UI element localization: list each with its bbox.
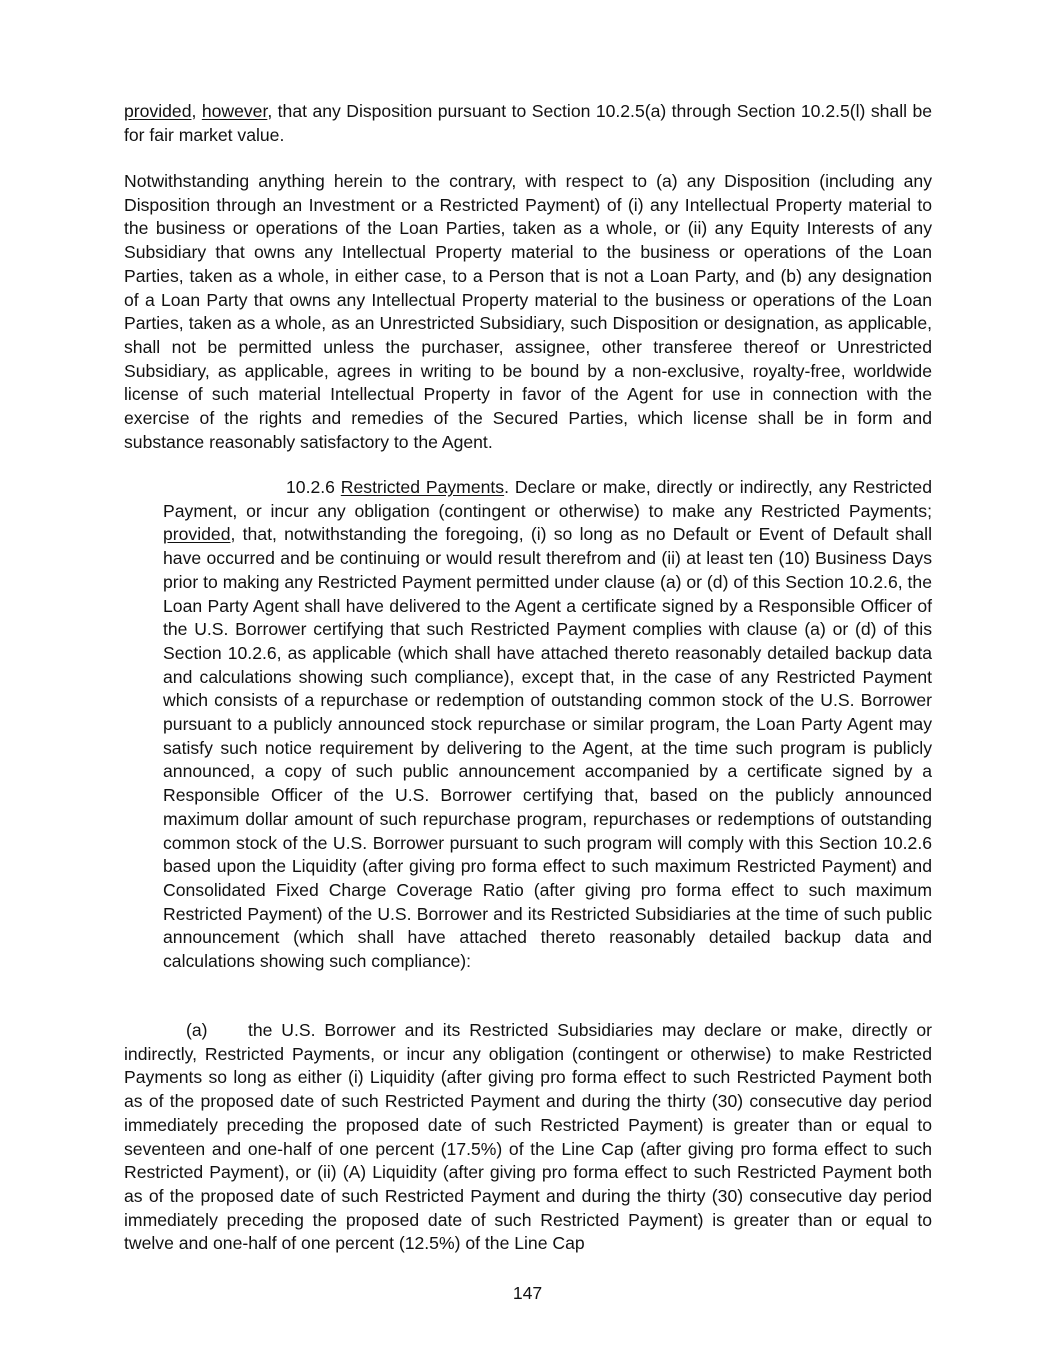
section-provided-term: provided: [163, 524, 231, 545]
proviso-text: , that any Disposition pursuant to Section 10.2.5(a) through Section 10.2.5(l) shall be for fair market value.: [124, 101, 933, 145]
clause-a-paragraph: [124, 1019, 932, 1256]
clause-a-label: (a): [186, 1020, 208, 1040]
section-heading: Restricted Payments: [340, 477, 505, 497]
page-number: 147: [512, 1283, 543, 1303]
section-10-2-6-paragraph: [163, 476, 932, 974]
proviso-paragraph: [124, 100, 932, 147]
section-text-part-2: , that, notwithstanding the foregoing, (i) so long as no Default or Event of Default shall have occurred and be continuing or would result therefrom and (ii) at least ten (10) Business Days prior to making any Restricted Payment permitted under clause (a) or (d) of this Section 10.2.6, the Loan Party Agent shall have delivered to the Agent a certificate signed by a Responsible Officer of the U.S. Borrower certifying that such Restricted Payment complies with clause (a) or (d) of this Section 10.2.6, as applicable (which shall have attached thereto reasonably detailed backup data and calculations showing such compliance), except that, in the case of any Restricted Payment which consists of a repurchase or redemption of outstanding common stock of the U.S. Borrower pursuant to a publicly announced stock repurchase or similar program, the Loan Party Agent may satisfy such notice requirement by delivering to the Agent, at the time such program is publicly announced, a copy of such public announcement accompanied by a certificate signed by a Responsible Officer of the U.S. Borrower certifying that, based on the publicly announced maximum dollar amount of such repurchase program, repurchases or redemptions of outstanding common stock of the U.S. Borrower pursuant to such program will comply with this Section 10.2.6 based upon the Liquidity (after giving pro forma effect to such maximum Restricted Payment) and Consolidated Fixed Charge Coverage Ratio (after giving pro forma effect to such maximum Restricted Payment) of the U.S. Borrower and its Restricted Subsidiaries at the time of such public announcement (which shall have attached thereto reasonably detailed backup data and calculations showing such compliance):: [163, 524, 932, 972]
section-number: 10.2.6: [286, 477, 335, 497]
proviso-comma: ,: [191, 101, 202, 121]
however-term: however: [201, 101, 268, 121]
ip-disposition-paragraph: Notwithstanding anything herein to the contrary, with respect to (a) any Disposition (including any Disposition through an Investment or a Restricted Payment) of (i) any Intellectual Property material to the business or operations of the Loan Parties, taken as a whole, or (ii) any Equity Interests of any Subsidiary that owns any Intellectual Property material to the business or operations of the Loan Parties, taken as a whole, in either case, to a Person that is not a Loan Party, and (b) any designation of a Loan Party that owns any Intellectual Property material to the business or operations of the Loan Parties, taken as a whole, as an Unrestricted Subsidiary, such Disposition or designation, as applicable, shall not be permitted unless the purchaser, assignee, other transferee thereof or Unrestricted Subsidiary, as applicable, agrees in writing to be bound by a non-exclusive, royalty-free, worldwide license of such material Intellectual Property in favor of the Agent for use in connection with the exercise of the rights and remedies of the Secured Parties, which license shall be in form and substance reasonably satisfactory to the Agent.: [124, 171, 932, 452]
clause-a-text: the U.S. Borrower and its Restricted Subsidiaries may declare or make, directly or indirectly, Restricted Payments, or incur any obligation (contingent or otherwise) to make Restricted Payments so long as either (i) Liquidity (after giving pro forma effect to such Restricted Payment both as of the proposed date of such Restricted Payment and during the thirty (30) consecutive day period immediately preceding the proposed date of such Restricted Payment) is greater than or equal to seventeen and one-half of one percent (17.5%) of the Line Cap (after giving pro forma effect to such Restricted Payment), or (ii) (A) Liquidity (after giving pro forma effect to such Restricted Payment both as of the proposed date of such Restricted Payment and during the thirty (30) consecutive day period immediately preceding the proposed date of such Restricted Payment) is greater than or equal to twelve and one-half of one percent (12.5%) of the Line Cap: [124, 1020, 932, 1254]
section-heading-period: .: [504, 477, 509, 497]
section-text-part-1: Declare or make, directly or indirectly, any Restricted Payment, or incur any obligation (contingent or otherwise) to make any Restricted Payments;: [163, 477, 932, 521]
provided-term: provided: [124, 101, 192, 121]
